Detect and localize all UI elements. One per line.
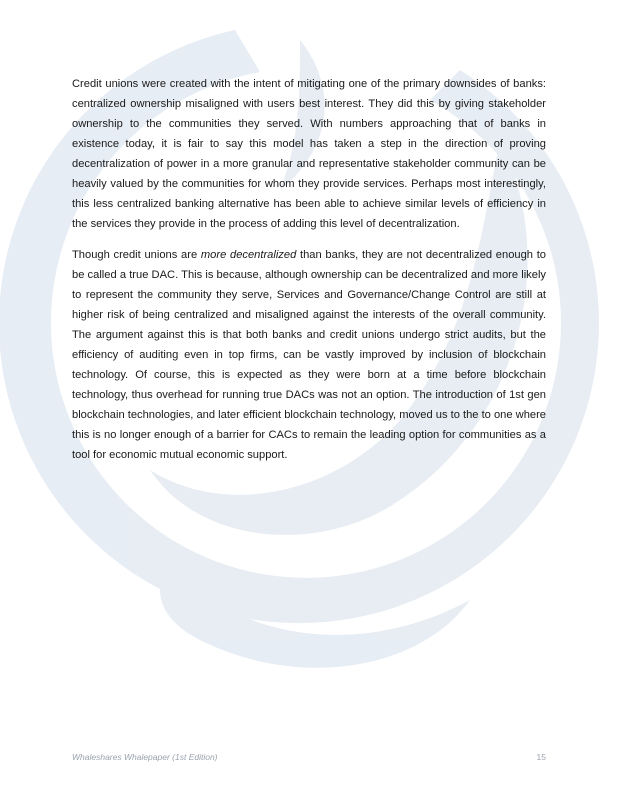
footer-title: Whaleshares Whalepaper (1st Edition) bbox=[72, 752, 218, 762]
emphasis-text: more decentralized bbox=[200, 249, 297, 261]
paragraph bbox=[72, 245, 546, 465]
paragraph-text: Credit unions were created with the intent of mitigating one of the primary downsides of banks: centralized ownership misaligned with users best interest. They did this by giving stakeholder ownership to the communities they served. With numbers approaching that of banks in existence today, it is fair to say this model has taken a step in the direction of proving decentralization of power in a more granular and representative stakeholder community can be heavily valued by the communities for whom they provide services. Perhaps most interestingly, this less centralized banking alternative has been able to achieve similar levels of efficiency in the services they provide in the process of adding this level of decentralization. bbox=[72, 78, 546, 230]
document-body bbox=[72, 74, 546, 476]
page-number: 15 bbox=[536, 752, 546, 762]
paragraph-text: than banks, they are not decentralized enough to be called a true DAC. This is because, although ownership can be decentralized and more likely to represent the community they serve, Services and Governance/Change Control are still at higher risk of being centralized and misaligned against the interests of the overall community. The argument against this is that both banks and credit unions undergo strict audits, but the efficiency of auditing even in top firms, can be vastly improved by inclusion of blockchain technology. Of course, this is expected as they were born at a time before blockchain technology, thus overhead for running true DACs was not an option. The introduction of 1st gen blockchain technologies, and later efficient blockchain technology, moved us to the to one where this is no longer enough of a barrier for CACs to remain the leading option for communities as a tool for economic mutual economic support. bbox=[72, 249, 547, 461]
page-footer bbox=[72, 752, 546, 762]
paragraph bbox=[72, 74, 546, 234]
paragraph-text: Though credit unions are bbox=[72, 249, 201, 261]
